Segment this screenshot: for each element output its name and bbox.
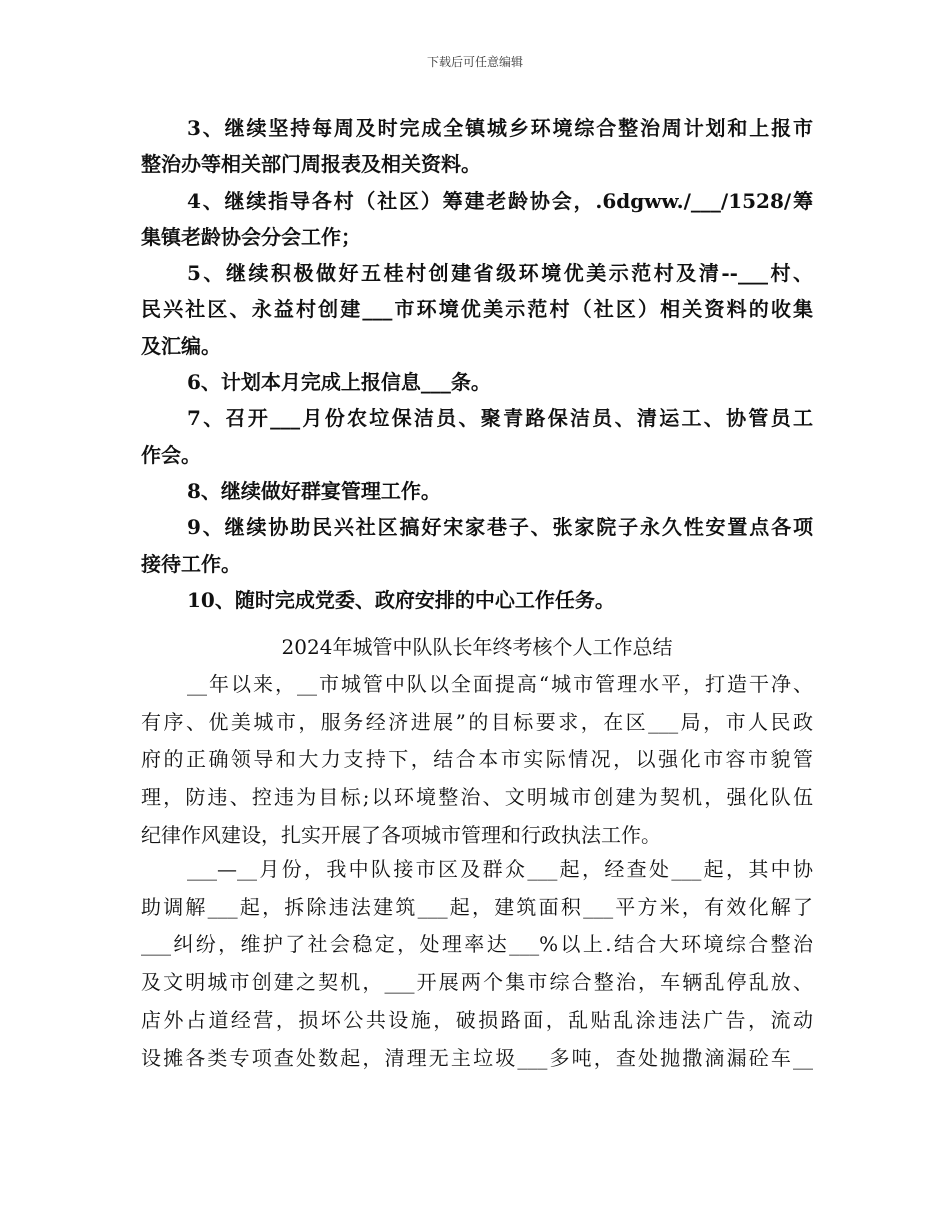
list-item-line: 接待工作。 bbox=[141, 551, 241, 576]
paragraph-line: 助调解___起，拆除违法建筑___起，建筑面积___平方米，有效化解了 bbox=[141, 894, 813, 919]
paragraph-line: 店外占道经营，损坏公共设施，破损路面，乱贴乱涂违法广告，流动 bbox=[141, 1007, 813, 1032]
list-item-line: 6、计划本月完成上报信息___条。 bbox=[187, 370, 491, 395]
list-item bbox=[141, 582, 813, 618]
list-item bbox=[141, 110, 813, 183]
list-item-line: 9、继续协助民兴社区搞好宋家巷子、张家院子永久性安置点各项 bbox=[187, 515, 813, 540]
paragraph-line: 及文明城市创建之契机，___开展两个集市综合整治，车辆乱停乱放、 bbox=[141, 970, 813, 995]
paragraph-line: ___—__月份，我中队接市区及群众___起，经查处___起，其中协 bbox=[187, 857, 813, 881]
paragraph-line: 纪律作风建设，扎实开展了各项城市管理和行政执法工作。 bbox=[141, 822, 661, 847]
list-item-line: 8、继续做好群宴管理工作。 bbox=[187, 478, 441, 503]
list-item-line: 民兴社区、永益村创建___市环境优美示范村（社区）相关资料的收集 bbox=[141, 297, 813, 322]
paragraph bbox=[141, 851, 813, 1077]
paragraph-line: __年以来，__市城管中队以全面提高“城市管理水平，打造干净、 bbox=[187, 672, 813, 696]
list-item bbox=[141, 183, 813, 256]
paragraph-line: 设摊各类专项查处数起，清理无主垃圾___多吨，查处抛撒滴漏砼车__ bbox=[141, 1045, 813, 1070]
list-item bbox=[141, 473, 813, 509]
list-item-line: 整治办等相关部门周报表及相关资料。 bbox=[141, 152, 481, 177]
list-item-line: 7、召开___月份农垃保洁员、聚青路保洁员、清运工、协管员工 bbox=[187, 406, 813, 431]
list-item-line: 5、继续积极做好五桂村创建省级环境优美示范村及清--___村、 bbox=[187, 261, 813, 286]
list-item-line: 3、继续坚持每周及时完成全镇城乡环境综合整治周计划和上报市 bbox=[187, 116, 813, 140]
list-item-line: 4、继续指导各村（社区）筹建老龄协会，.6dgww./___/1528/筹 bbox=[187, 188, 813, 213]
paragraph-line: ___纠纷，维护了社会稳定，处理率达___%以上.结合大环境综合整治 bbox=[141, 932, 813, 957]
paragraph bbox=[141, 666, 813, 855]
list-item-line: 集镇老龄协会分会工作； bbox=[141, 224, 361, 249]
list-item bbox=[141, 364, 813, 400]
list-item-line: 及汇编。 bbox=[141, 333, 221, 358]
task-list bbox=[141, 110, 813, 618]
list-item bbox=[141, 509, 813, 582]
paragraph-line: 理，防违、控违为目标;以环境整治、文明城市创建为契机，强化队伍 bbox=[141, 785, 813, 810]
page-header: 下载后可任意编辑 bbox=[426, 55, 523, 69]
list-item bbox=[141, 255, 813, 364]
document-title: 2024年城管中队队长年终考核个人工作总结 bbox=[281, 635, 673, 659]
list-item bbox=[141, 400, 813, 473]
paragraph-line: 有序、优美城市，服务经济进展”的目标要求，在区___局，市人民政 bbox=[141, 709, 813, 734]
paragraph-line: 府的正确领导和大力支持下，结合本市实际情况，以强化市容市貌管 bbox=[141, 747, 813, 772]
list-item-line: 10、随时完成党委、政府安排的中心工作任务。 bbox=[187, 587, 615, 612]
list-item-line: 作会。 bbox=[141, 442, 201, 467]
